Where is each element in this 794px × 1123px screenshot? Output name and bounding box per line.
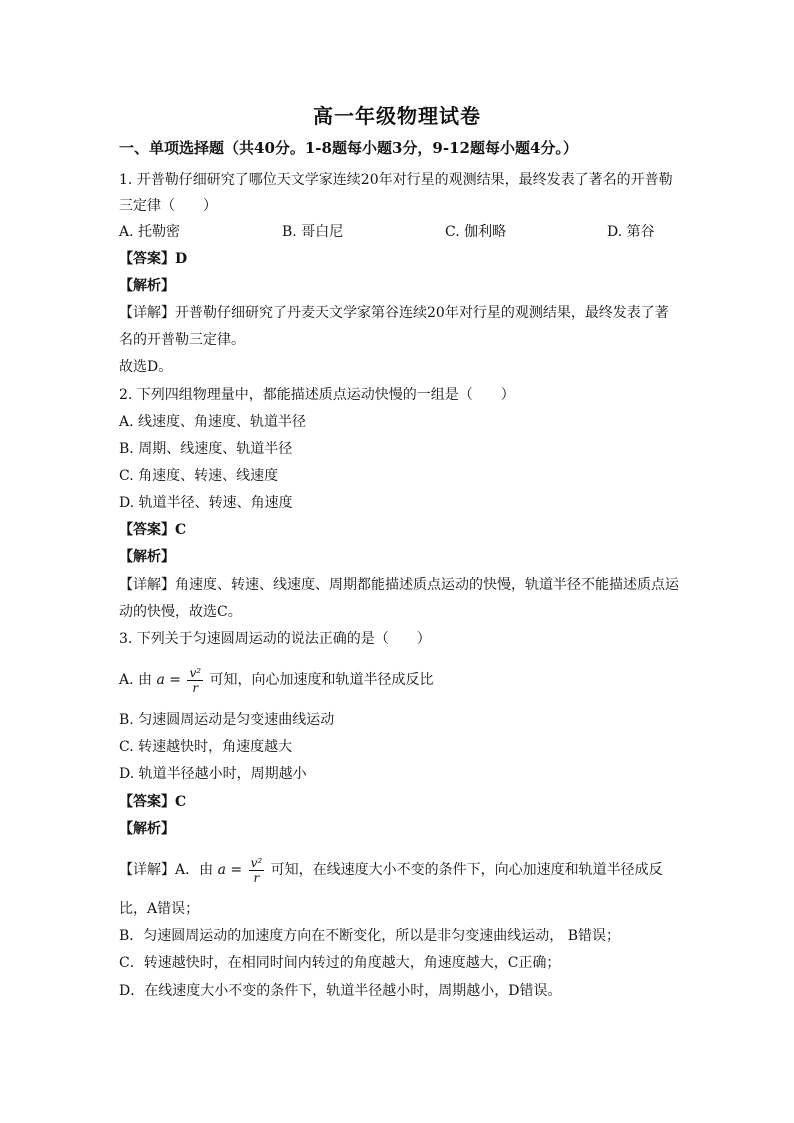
q2-detail-line1: 【详解】角速度、转速、线速度、周期都能描述质点运动的快慢，轨道半径不能描述质点运 [119,577,679,593]
section-heading: 一、单项选择题（共40分。1-8题每小题3分，9-12题每小题4分。） [119,139,578,157]
q2-stem: 2. 下列四组物理量中，都能描述质点运动快慢的一组是（ ） [119,387,515,403]
q3-detail-suffix: 可知，在线速度大小不变的条件下，向心加速度和轨道半径成反 [270,862,663,878]
q1-stem-line1: 1. 开普勒仔细研究了哪位天文学家连续20年对行星的观测结果，最终发表了著名的开普勒 [119,172,673,188]
q1-detail-line1: 【详解】开普勒仔细研究了丹麦天文学家第谷连续20年对行星的观测结果，最终发表了著 [119,305,669,321]
q1-option-a: A. 托勒密 [119,224,181,240]
q3-detail-prefix: 【详解】A．由 [119,862,214,878]
q1-analysis-label: 【解析】 [119,278,175,294]
q3-detail-formula-denominator: r [253,870,260,885]
q3-detail-line2: 比，A错误； [119,901,200,917]
q3-detail-d: D．在线速度大小不变的条件下，轨道半径越小时，周期越小，D错误。 [119,983,562,999]
q3-option-a-suffix: 可知，向心加速度和轨道半径成反比 [209,672,434,688]
page-title: 高一年级物理试卷 [313,104,481,128]
q3-option-b: B. 匀速圆周运动是匀变速曲线运动 [119,712,335,728]
q3-formula-numerator: v² [189,665,202,680]
q1-option-b: B. 哥白尼 [282,224,344,240]
q3-detail-formula-lhs: a = [217,862,243,878]
q2-option-a: A. 线速度、角速度、轨道半径 [119,414,307,430]
q1-option-d: D. 第谷 [607,224,655,240]
q2-detail-line2: 动的快慢，故选C。 [119,604,242,620]
q2-option-d: D. 轨道半径、转速、角速度 [119,495,293,511]
q3-option-c: C. 转速越快时，角速度越大 [119,739,293,755]
q3-detail-formula-fraction [249,856,265,885]
q3-formula-lhs: a = [156,672,181,688]
q3-formula-fraction [187,666,203,695]
q1-option-c: C. 伽利略 [445,224,507,240]
q1-conclusion: 故选D。 [119,359,173,375]
q3-analysis-label: 【解析】 [119,821,175,837]
q1-answer: 【答案】D [119,251,188,267]
q3-formula-denominator: r [192,680,199,695]
q1-detail-line2: 名的开普勒三定律。 [119,332,245,348]
q1-stem-line2: 三定律（ ） [119,198,217,214]
q3-detail-b: B．匀速圆周运动的加速度方向在不断变化，所以是非匀变速曲线运动， B错误； [119,928,621,944]
q3-detail-c: C．转速越快时，在相同时间内转过的角度越大，角速度越大，C正确； [119,955,561,971]
q3-stem: 3. 下列关于匀速圆周运动的说法正确的是（ ） [119,631,431,647]
q3-option-a [119,662,679,698]
q3-option-d: D. 轨道半径越小时，周期越小 [119,766,307,782]
q3-option-a-prefix: A. 由 [119,672,153,688]
q2-analysis-label: 【解析】 [119,549,175,565]
q3-detail-line1 [119,852,679,888]
q2-option-c: C. 角速度、转速、线速度 [119,468,279,484]
q3-detail-formula-numerator: v² [250,855,263,870]
q2-answer: 【答案】C [119,522,187,538]
q3-answer: 【答案】C [119,794,187,810]
q2-option-b: B. 周期、线速度、轨道半径 [119,441,293,457]
